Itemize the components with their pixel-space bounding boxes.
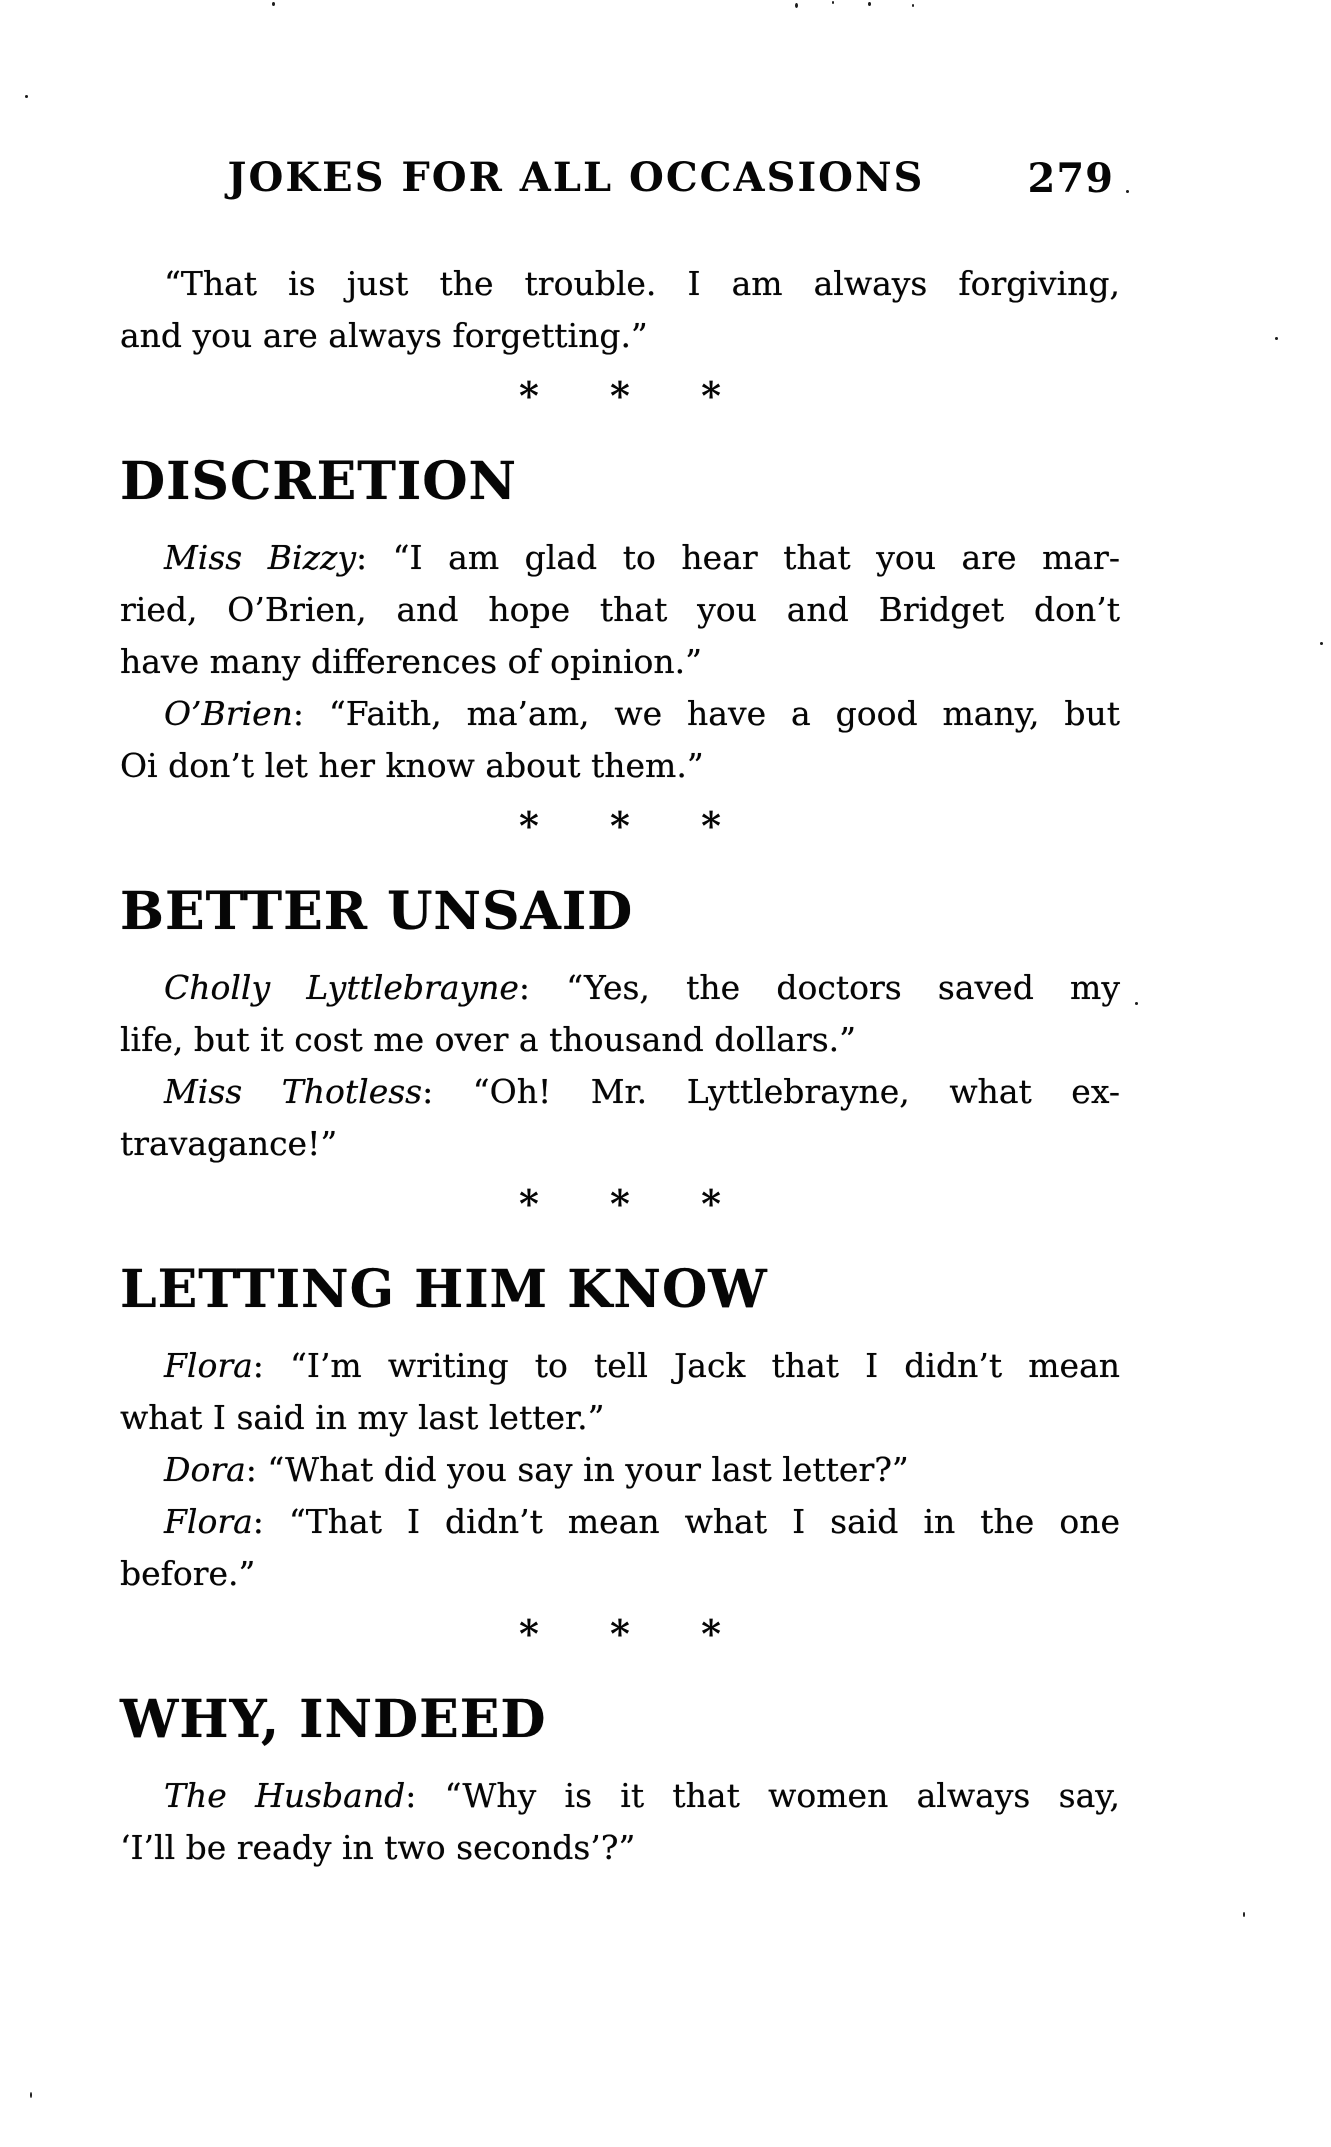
speaker-name: Miss Thotless [164,1072,423,1111]
paragraph [120,962,1120,1066]
text-segment: : “I am glad to hear that you are mar- [356,538,1120,577]
text-line [120,636,1120,688]
section-heading: LETTING HIM KNOW [120,1259,768,1320]
asterisk-separator: * * * [518,373,722,418]
text-line [120,1548,1120,1600]
text-line [120,1014,1120,1066]
text-line [120,1340,1120,1392]
text-segment: : “Why is it that women always say, [405,1776,1120,1815]
text-segment: : “I’m writing to tell Jack that I didn’t mean [252,1346,1120,1385]
content-sections [120,258,1120,1874]
speaker-name: Flora [164,1502,253,1541]
text-segment: : “Yes, the doctors saved my [518,968,1120,1007]
paragraph [120,1770,1120,1874]
asterisk-separator: * * * [518,1181,722,1226]
speaker-name: Dora [164,1450,246,1489]
scan-speck [1135,1002,1138,1005]
page-number: 279 [1027,155,1114,202]
text-segment: Oi don’t let her know about them.” [120,746,704,785]
text-segment: travagance!” [120,1124,338,1163]
scan-speck [1320,642,1323,645]
text-line [120,962,1120,1014]
running-title: JOKES FOR ALL OCCASIONS [227,154,925,201]
text-segment: and you are always forgetting.” [120,316,648,355]
paragraph [120,1066,1120,1170]
text-segment: life, but it cost me over a thousand dollars.” [120,1020,857,1059]
scan-speck [25,95,28,98]
text-segment: : “Oh! Mr. Lyttlebrayne, what ex- [422,1072,1120,1111]
section-heading: BETTER UNSAID [120,881,634,942]
asterisk-separator: * * * [518,803,722,848]
asterisk-separator: * * * [518,1611,722,1656]
scan-speck [30,2092,32,2098]
text-line [120,1444,1120,1496]
paragraph [120,1340,1120,1444]
speaker-name: Cholly Lyttlebrayne [164,968,519,1007]
paragraph [120,258,1120,362]
text-segment: ried, O’Brien, and hope that you and Bridget don’t [120,590,1120,629]
section-heading: DISCRETION [120,451,518,512]
text-line [120,1822,1120,1874]
speaker-name: O’Brien [164,694,293,733]
speaker-name: Miss Bizzy [164,538,356,577]
text-segment: before.” [120,1554,256,1593]
text-line [120,740,1120,792]
text-line [120,1118,1120,1170]
text-line [120,1770,1120,1822]
paragraph [120,532,1120,688]
text-segment: ‘I’ll be ready in two seconds’?” [120,1828,636,1867]
paragraph [120,1444,1120,1496]
text-column [120,0,1120,1874]
text-segment: : “That I didn’t mean what I said in the one [252,1502,1120,1541]
text-line [120,1066,1120,1118]
text-segment: “That is just the trouble. I am always forgiving, [164,264,1120,303]
text-segment: : “Faith, ma’am, we have a good many, but [292,694,1120,733]
scan-speck [1126,190,1129,193]
text-line [120,584,1120,636]
text-line [120,258,1120,310]
text-line [120,310,1120,362]
text-segment: have many differences of opinion.” [120,642,702,681]
scan-speck [1275,337,1278,340]
text-line [120,688,1120,740]
text-line [120,1496,1120,1548]
speaker-name: The Husband [164,1776,406,1815]
text-line [120,532,1120,584]
scan-speck [1243,1912,1245,1917]
text-segment: what I said in my last letter.” [120,1398,605,1437]
running-header [120,156,1120,200]
text-line [120,1392,1120,1444]
paragraph [120,688,1120,792]
paragraph [120,1496,1120,1600]
section-heading: WHY, INDEED [120,1689,547,1750]
speaker-name: Flora [164,1346,253,1385]
text-segment: : “What did you say in your last letter?” [245,1450,909,1489]
